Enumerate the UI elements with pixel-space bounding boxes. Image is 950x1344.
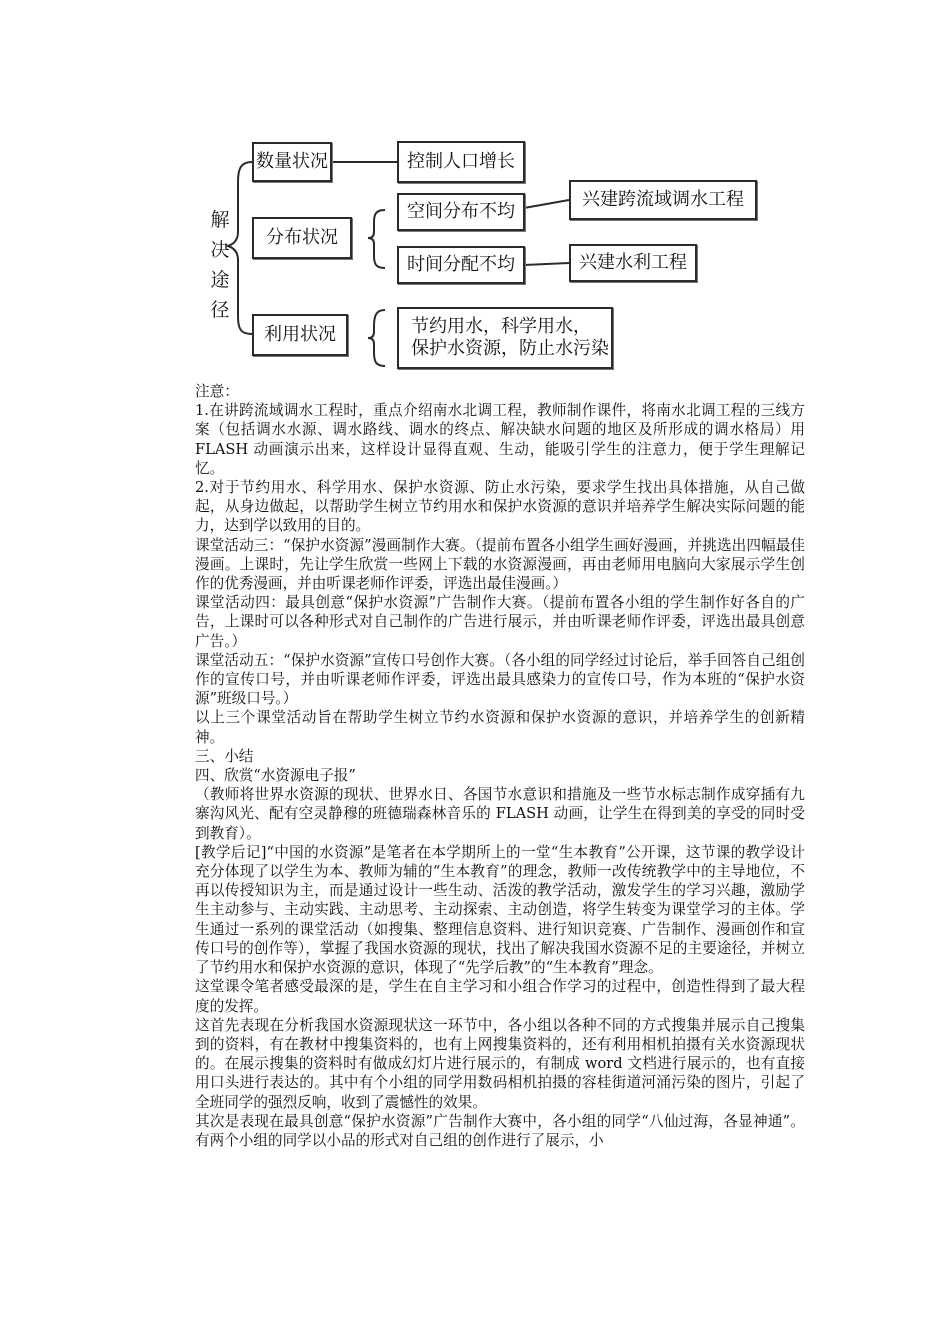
paragraph-first-example: 这首先表现在分析我国水资源现状这一环节中，各小组以各种不同的方式搜集并展示自己搜集到的资料，有在教材中搜集资料的，也有上网搜集资料的，还有利用相机拍摄有关水资源现状的。在展示搜集的资料时有做成幻灯片进行展示的，有制成 word 文档进行展示的，也有直接用口头进行表达的。其中有个小组的同学用数码相机拍摄的容桂街道河涌污染的图片，引起了全班同学的强烈反响，收到了震憾性的效果。 [195, 1016, 805, 1111]
box-inter-basin-transfer: 兴建跨流域调水工程 [569, 180, 757, 220]
paragraph-second-example: 其次是表现在最具创意“保护水资源”广告制作大赛中，各小组的同学“八仙过海，各显神通”。有两个小组的同学以小品的形式对自己组的创作进行了展示，小 [195, 1112, 805, 1149]
box-distribution-status: 分布状况 [252, 217, 352, 259]
paragraph-teaching-postscript: [教学后记]“中国的水资源”是笔者在本学期所上的一堂“生本教育”公开课，这节课的教学设计充分体现了以学生为本、教师为辅的“生本教育”的理念，教师一改传统教学中的主导地位，不再以传授知识为主，而是通过设计一些生动、活泼的教学活动，激发学生的学习兴趣，激励学生主动参与、主动实践、主动思考、主动探索、主动创造，将学生转变为课堂学习的主体。学生通过一系列的课堂活动（如搜集、整理信息资料、进行知识竞赛、广告制作、漫画创作和宣传口号的创作等），掌握了我国水资源的现状，找出了解决我国水资源不足的主要途径，并树立了节约用水和保护水资源的意识，体现了“先学后教”的“生本教育”理念。 [195, 843, 805, 977]
connector-temporal [524, 263, 569, 265]
paragraph-activity-5: 课堂活动五：“保护水资源”宣传口号创作大赛。（各小组的同学经过讨论后，举手回答自己组创作的宣传口号，并由听课老师作评委，评选出最具感染力的宣传口号，作为本班的“保护水资源”班级口号。） [195, 651, 805, 708]
paragraph-activity-4: 课堂活动四：最具创意“保护水资源”广告制作大赛。（提前布置各小组的学生制作好各自的广告，上课时可以各种形式对自己制作的广告进行展示，并由听课老师作评委，评选出最具创意广告。） [195, 594, 805, 650]
measures-line-1: 节约用水，科学用水， [411, 315, 591, 337]
box-spatial-uneven: 空间分布不均 [397, 193, 525, 231]
paragraph-note-1: 1.在讲跨流域调水工程时，重点介绍南水北调工程，教师制作课件，将南水北调工程的三线方案（包括调水水源、调水路线、调水的终点、解决缺水问题的地区及所形成的调水格局）用 FLASH 动画演示出来，这样设计显得直观、生动，能吸引学生的注意力，便于学生理解记忆。 [195, 402, 805, 477]
paragraph-activities-summary: 以上三个课堂活动旨在帮助学生树立节约水资源和保护水资源的意识，并培养学生的创新精神。 [195, 709, 805, 746]
paragraph-note-2: 2.对于节约用水、科学用水、保护水资源、防止水污染，要求学生找出具体措施，从自己做起，从身边做起，以帮助学生树立节约用水和保护水资源的意识并培养学生解决实际问题的能力，达到学以致用的目的。 [195, 479, 805, 535]
box-temporal-uneven: 时间分配不均 [397, 246, 525, 284]
utilization-brace [368, 310, 385, 366]
box-control-population: 控制人口增长 [397, 141, 525, 183]
paragraph-section-summary: 三、小结 [195, 747, 254, 765]
paragraph-activity-3: 课堂活动三：“保护水资源”漫画制作大赛。（提前布置各小组学生画好漫画，并挑选出四幅最佳漫画。上课时，先让学生欣赏一些网上下载的水资源漫画，再由老师用电脑向大家展示学生创作的优秀漫画，并由听课老师作评委，评选出最佳漫画。） [195, 536, 805, 593]
box-water-conservancy: 兴建水利工程 [569, 244, 697, 282]
connector-spatial [524, 200, 569, 208]
document-body [195, 382, 805, 1150]
paragraph-notes-heading: 注意： [195, 383, 239, 400]
solution-diagram [0, 0, 950, 390]
paragraph-section-newspaper: 四、欣赏“水资源电子报” [195, 767, 356, 785]
paragraph-newspaper-desc: （教师将世界水资源的现状、世界水日、各国节水意识和措施及一些节水标志制作成穿插有九寨沟风光、配有空灵静穆的班德瑞森林音乐的 FLASH 动画，让学生在得到美的享受的同时受到教育）。 [195, 786, 805, 842]
diagram-vertical-label: 解决途径 [210, 209, 230, 321]
paragraph-deepest-feeling: 这堂课令笔者感受最深的是，学生在自主学习和小组合作学习的过程中，创造性得到了最大程度的发挥。 [195, 978, 805, 1015]
measures-line-2: 保护水资源，防止水污染 [411, 338, 609, 359]
box-quantity-status: 数量状况 [252, 142, 332, 182]
box-utilization-status: 利用状况 [252, 314, 348, 356]
box-water-saving-measures [397, 307, 613, 369]
distribution-brace [368, 210, 385, 268]
